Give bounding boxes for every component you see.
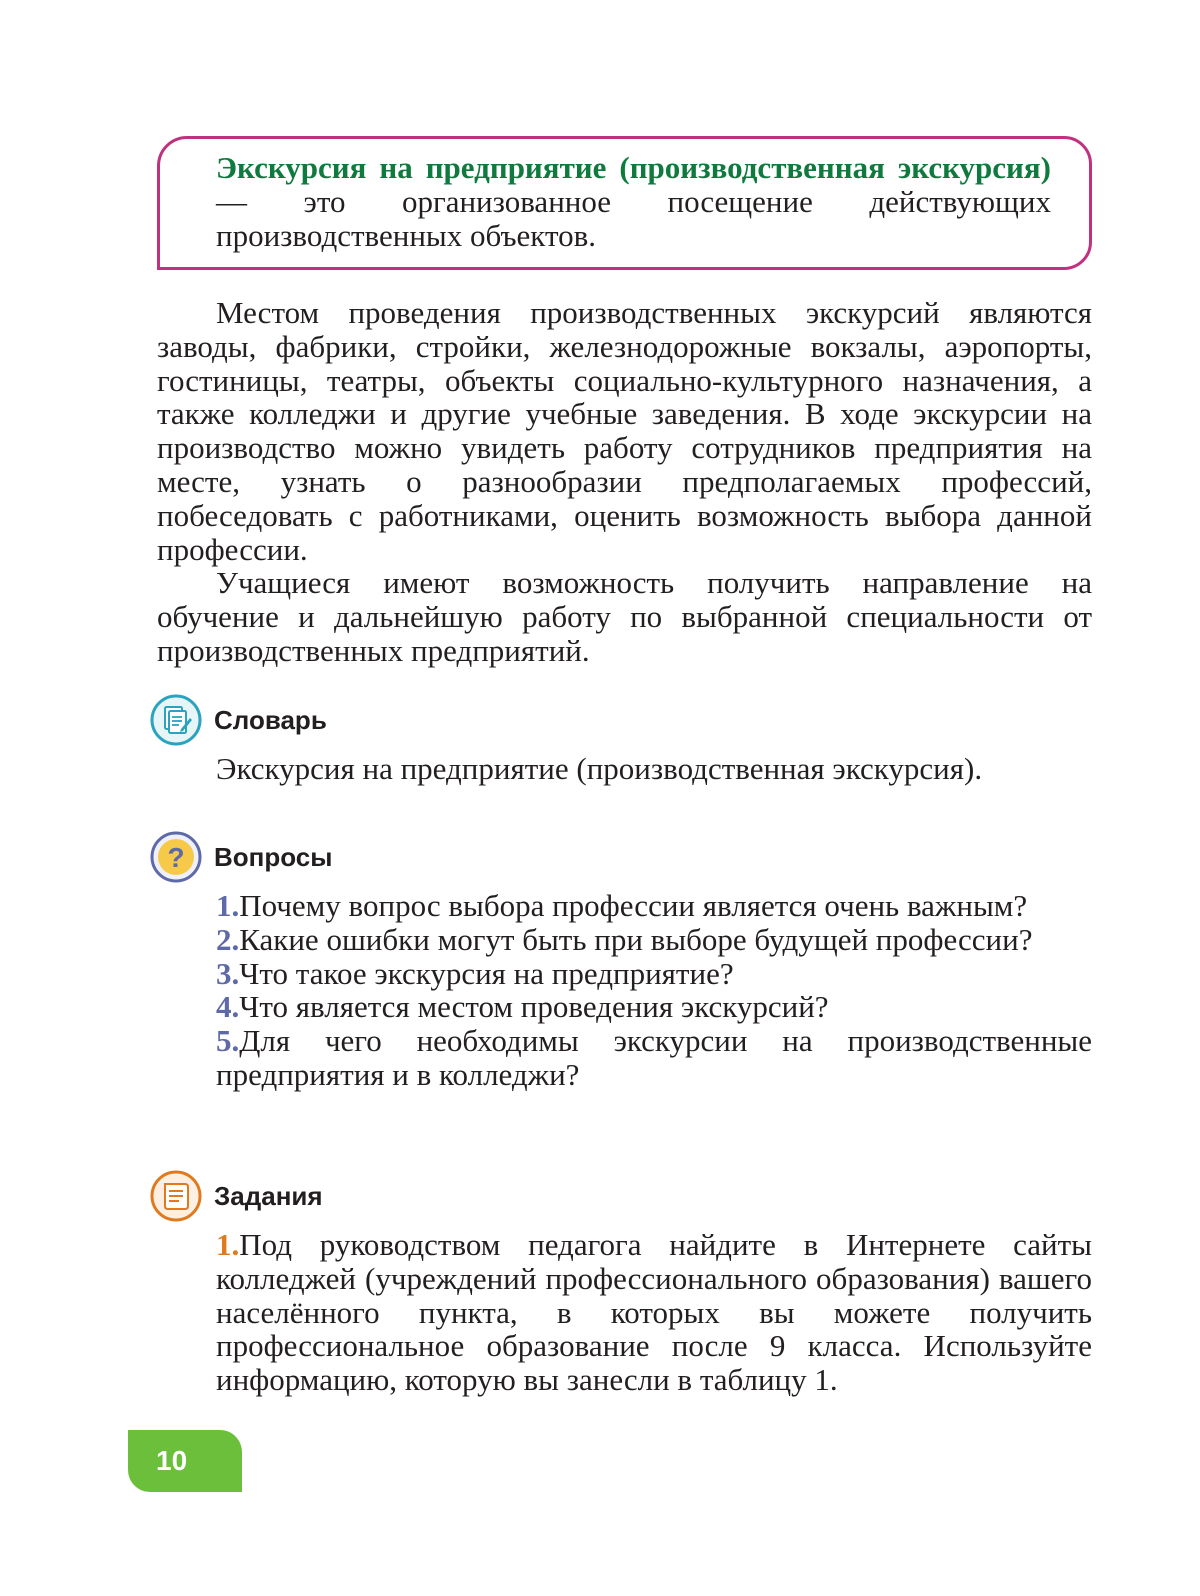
definition-text	[216, 151, 1051, 253]
question-number: 3.	[216, 955, 240, 991]
question-item	[216, 1024, 1092, 1092]
question-item	[216, 923, 1092, 957]
questions-list	[216, 889, 1092, 1092]
question-icon	[150, 831, 202, 883]
question-number: 1.	[216, 888, 240, 923]
definition-term: Экскурсия на предприятие (производственная экскурсия)	[216, 150, 1051, 185]
definition-body: — это организованное посещение действующих производственных объектов.	[216, 184, 1051, 253]
definition-box	[157, 136, 1092, 270]
task-text: Под руководством педагога найдите в Интернете сайты колледжей (учреждений профессионального образования) вашего населённого пункта, в которых вы можете получить профессиональное образование после 9 класса. Используйте информацию, которую вы занесли в таблицу 1.	[216, 1227, 1092, 1398]
paragraph: Учащиеся имеют возможность получить направление на обучение и дальнейшую работу по выбранной специальности от производственных предприятий.	[157, 565, 1092, 668]
question-text: Для чего необходимы экскурсии на производственные предприятия и в колледжи?	[216, 1023, 1092, 1092]
question-item	[216, 889, 1092, 923]
task-number: 1.	[216, 1227, 240, 1262]
task-item	[216, 1228, 1092, 1397]
question-number: 5.	[216, 1023, 240, 1059]
vocabulary-title: Словарь	[214, 704, 327, 735]
question-text: Какие ошибки могут быть при выборе будущей профессии?	[239, 921, 1033, 957]
question-item	[216, 957, 1092, 991]
questions-header	[150, 830, 332, 884]
dictionary-icon	[150, 694, 202, 746]
main-text	[157, 296, 1092, 668]
question-text: Почему вопрос выбора профессии является очень важным?	[239, 888, 1028, 923]
vocabulary-header	[150, 693, 327, 747]
question-text: Что такое экскурсия на предприятие?	[239, 955, 734, 991]
tasks-title: Задания	[214, 1180, 323, 1211]
question-number: 2.	[216, 921, 240, 957]
page-number: 10	[128, 1430, 242, 1492]
question-item	[216, 990, 1092, 1024]
vocabulary-text: Экскурсия на предприятие (производственная экскурсия).	[216, 751, 983, 786]
questions-title: Вопросы	[214, 841, 333, 872]
paragraph: Местом проведения производственных экскурсий являются заводы, фабрики, стройки, железнодорожные вокзалы, аэропорты, гостиницы, театры, объекты социально-культурного назначения, а также колледжи и другие учебные заведения. В ходе экскурсии на производство можно увидеть работу сотрудников предприятия на месте, узнать о разнообразии предполагаемых профессий, побеседовать с работниками, оценить возможность выбора данной профессии.	[157, 295, 1092, 567]
tasks-list	[216, 1228, 1092, 1397]
question-number: 4.	[216, 989, 240, 1025]
tasks-icon	[150, 1170, 202, 1222]
tasks-header	[150, 1169, 323, 1223]
svg-text:?: ?	[167, 842, 185, 873]
question-text: Что является местом проведения экскурсий?	[239, 989, 829, 1025]
